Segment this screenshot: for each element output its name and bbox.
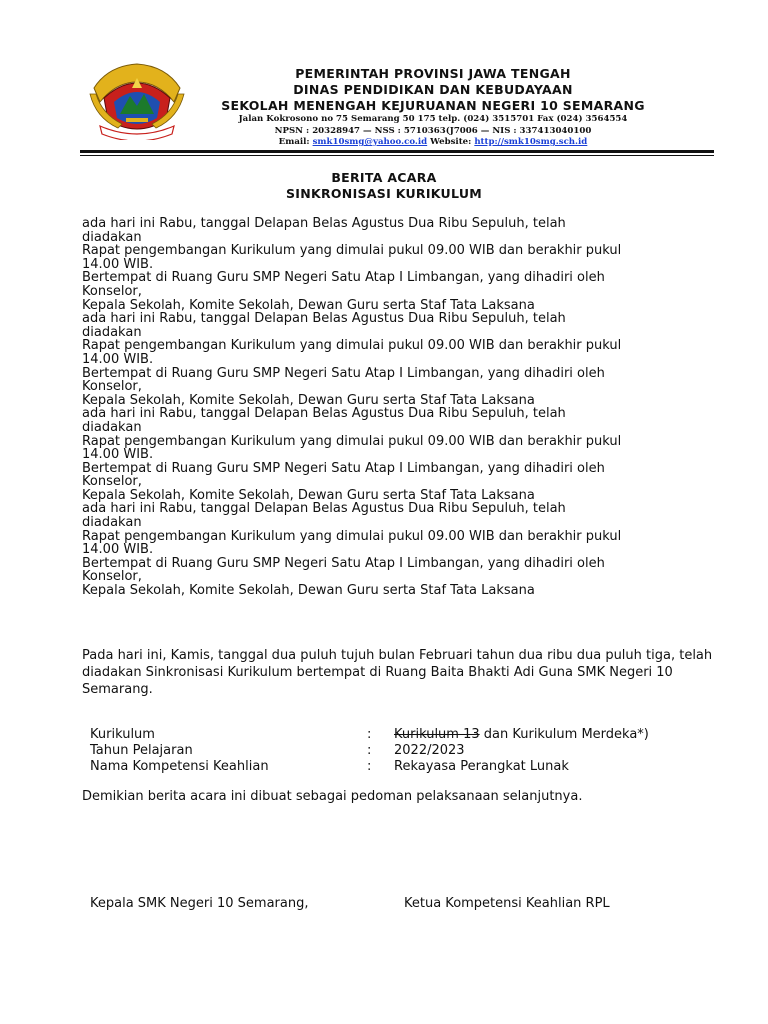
email-label: Email:: [278, 137, 310, 147]
body-line: diadakan: [82, 515, 142, 531]
body-line: diadakan: [82, 324, 142, 340]
body-line: 14.00 WIB.: [82, 351, 154, 367]
signature-program-head: Ketua Kompetensi Keahlian RPL: [404, 896, 610, 911]
body-line: Rapat pengembangan Kurikulum yang dimulai pukul 09.00 WIB dan berakhir pukul: [82, 528, 622, 544]
document-subtitle: SINKRONISASI KURIKULUM: [285, 186, 483, 201]
body-line: Konselor,: [82, 379, 142, 395]
document-body: [82, 217, 722, 598]
closing-sentence: Demikian berita acara ini dibuat sebagai pedoman pelaksanaan selanjutnya.: [82, 789, 583, 804]
body-line: Rapat pengembangan Kurikulum yang dimulai pukul 09.00 WIB dan berakhir pukul: [82, 433, 622, 449]
body-line: Konselor,: [82, 474, 142, 490]
body-line: Kepala Sekolah, Komite Sekolah, Dewan Guru serta Staf Tata Laksana: [82, 297, 535, 313]
opening-paragraph: Pada hari ini, Kamis, tanggal dua puluh tujuh bulan Februari tahun dua ribu dua puluh tiga, telah diadakan Sinkronisasi Kurikulum bertempat di Ruang Baita Bhakti Adi Guna SMK Negeri 10 Semarang.: [82, 648, 713, 697]
letterhead-ids: NPSN : 20328947 — NSS : 5710363(J7006 — NIS : 337413040100: [274, 125, 592, 136]
website-link[interactable]: http://smk10smg.sch.id: [474, 137, 588, 147]
body-line: Rapat pengembangan Kurikulum yang dimulai pukul 09.00 WIB dan berakhir pukul: [82, 338, 622, 354]
body-line: 14.00 WIB.: [82, 447, 154, 463]
body-line: 14.00 WIB.: [82, 542, 154, 558]
kurikulum-label: Kurikulum: [90, 727, 155, 742]
body-line: diadakan: [82, 229, 142, 245]
kurikulum-value: [394, 727, 649, 742]
body-line: Rapat pengembangan Kurikulum yang dimulai pukul 09.00 WIB dan berakhir pukul: [82, 243, 622, 259]
body-line: Bertempat di Ruang Guru SMP Negeri Satu Atap I Limbangan, yang dihadiri oleh: [82, 555, 605, 571]
body-line: diadakan: [82, 419, 142, 435]
body-line: ada hari ini Rabu, tanggal Delapan Belas Agustus Dua Ribu Sepuluh, telah: [82, 406, 566, 422]
kurikulum-rest: dan Kurikulum Merdeka*): [479, 727, 649, 742]
body-line: Konselor,: [82, 569, 142, 585]
letterhead-divider-thin: [80, 155, 714, 156]
body-line: 14.00 WIB.: [82, 256, 154, 272]
letterhead-school-name: SEKOLAH MENENGAH KEJURUANAN NEGERI 10 SEMARANG: [221, 98, 645, 113]
body-line: ada hari ini Rabu, tanggal Delapan Belas Agustus Dua Ribu Sepuluh, telah: [82, 311, 566, 327]
colon: :: [367, 727, 372, 742]
kompetensi-label: Nama Kompetensi Keahlian: [90, 759, 269, 774]
kurikulum-struck: Kurikulum 13: [394, 727, 480, 742]
tahun-label: Tahun Pelajaran: [90, 743, 193, 758]
letterhead-divider-thick: [80, 150, 714, 153]
letterhead: [192, 66, 674, 149]
tahun-value: 2022/2023: [394, 743, 465, 758]
kompetensi-value: Rekayasa Perangkat Lunak: [394, 759, 569, 774]
email-link[interactable]: smk10smg@yahoo.co.id: [312, 137, 428, 147]
colon: :: [367, 743, 372, 758]
body-line: Kepala Sekolah, Komite Sekolah, Dewan Guru serta Staf Tata Laksana: [82, 487, 535, 503]
letterhead-contact: [192, 137, 674, 149]
body-line: Kepala Sekolah, Komite Sekolah, Dewan Guru serta Staf Tata Laksana: [82, 392, 535, 408]
website-label: Website:: [430, 137, 472, 147]
body-line: Kepala Sekolah, Komite Sekolah, Dewan Guru serta Staf Tata Laksana: [82, 583, 535, 599]
document-title: BERITA ACARA: [331, 170, 437, 185]
body-line: Bertempat di Ruang Guru SMP Negeri Satu Atap I Limbangan, yang dihadiri oleh: [82, 270, 605, 286]
body-line: ada hari ini Rabu, tanggal Delapan Belas Agustus Dua Ribu Sepuluh, telah: [82, 216, 566, 231]
letterhead-department: DINAS PENDIDIKAN DAN KEBUDAYAAN: [293, 82, 573, 97]
body-line: Bertempat di Ruang Guru SMP Negeri Satu Atap I Limbangan, yang dihadiri oleh: [82, 460, 605, 476]
body-line: Konselor,: [82, 283, 142, 299]
letterhead-address: Jalan Kokrosono no 75 Semarang 50 175 telp. (024) 3515701 Fax (024) 3564554: [238, 114, 628, 124]
colon: :: [367, 759, 372, 774]
signature-principal: Kepala SMK Negeri 10 Semarang,: [90, 896, 309, 911]
body-line: ada hari ini Rabu, tanggal Delapan Belas Agustus Dua Ribu Sepuluh, telah: [82, 501, 566, 517]
province-emblem-logo: [88, 58, 186, 140]
letterhead-government: PEMERINTAH PROVINSI JAWA TENGAH: [295, 66, 571, 81]
body-line: Bertempat di Ruang Guru SMP Negeri Satu Atap I Limbangan, yang dihadiri oleh: [82, 365, 605, 381]
